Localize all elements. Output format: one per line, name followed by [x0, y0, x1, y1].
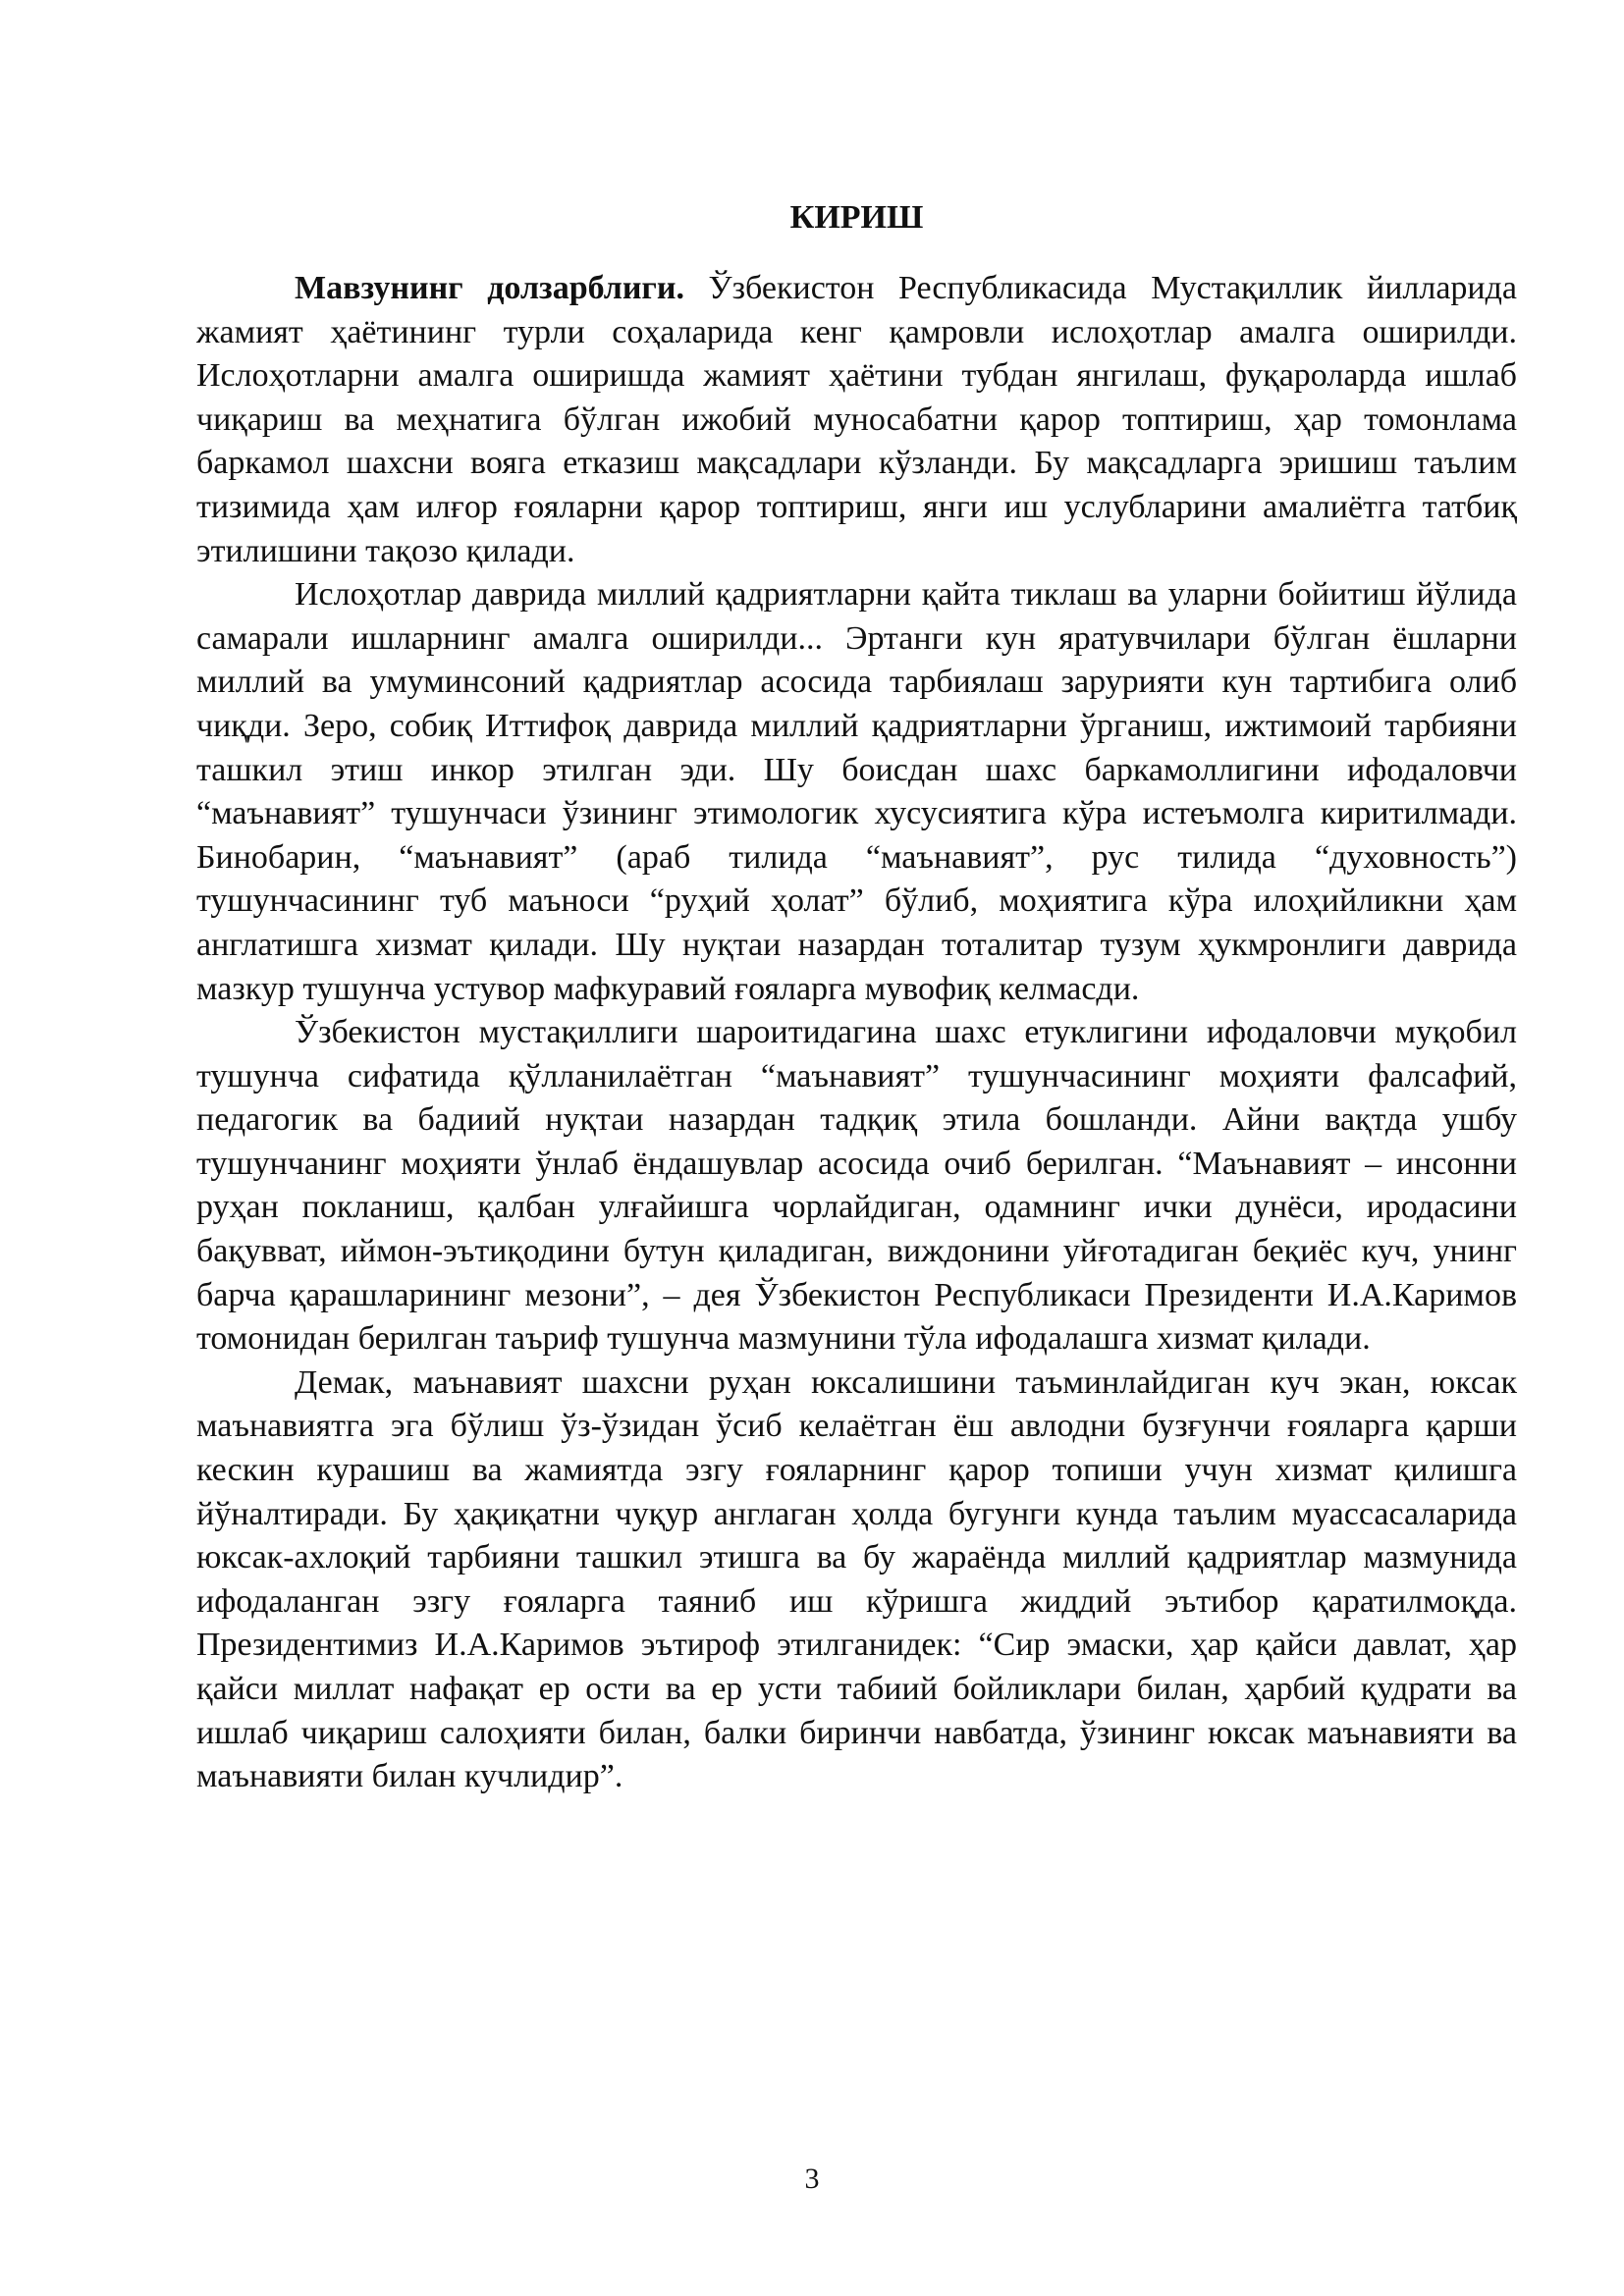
paragraph-reforms: Ислоҳотлар даврида миллий қадриятларни қайта тиклаш ва уларни бойитиш йўлида самарали ишларнинг амалга оширилди... Эртанги кун яратувчилари бўлган ёшларни миллий ва умуминсоний қадриятлар асосида тарбиялаш зарурияти кун тартибига олиб чиқди. Зеро, собиқ Иттифоқ даврида миллий қадриятларни ўрганиш, ижтимоий тарбияни ташкил этиш инкор этилган эди. Шу боисдан шахс баркамоллигини ифодаловчи “маънавият” тушунчаси ўзининг этимологик хусусиятига кўра истеъмолга киритилмади. Бинобарин, “маънавият” (араб тилида “маънавият”, рус тилида “духовность”) тушунчасининг туб маъноси “руҳий ҳолат” бўлиб, моҳиятига кўра илоҳийликни ҳам англатишга хизмат қилади. Шу нуқтаи назардан тоталитар тузум ҳукмронлиги даврида мазкур тушунча устувор мафкуравий ғояларга мувофиқ келмасди.	[196, 576, 1517, 1007]
paragraph-lead-heading: Мавзунинг долзарблиги.	[295, 270, 684, 306]
paragraph-conclusion: Демак, маънавият шахсни руҳан юксалишини таъминлайдиган куч экан, юксак маънавиятга эга бўлиш ўз-ўзидан ўсиб келаётган ёш авлодни бузғунчи ғояларга қарши кескин курашиш ва жамиятда эзгу ғояларнинг қарор топиши учун хизмат қилишга йўналтиради. Бу ҳақиқатни чуқур англаган ҳолда бугунги кунда таълим муассасаларида юксак-ахлоқий тарбияни ташкил этишга ва бу жараёнда миллий қадриятлар мазмунида ифодаланган эзгу ғояларга таяниб иш кўришга жиддий эътибор қаратилмоқда. Президентимиз И.А.Каримов эътироф этилганидек: “Сир эмаски, ҳар қайси давлат, ҳар қайси миллат нафақат ер ости ва ер усти табиий бойликлари билан, ҳарбий қудрати ва ишлаб чиқариш салоҳияти билан, балки биринчи навбатда, ўзининг юксак маънавияти ва маънавияти билан кучлидир”.	[196, 1363, 1517, 1795]
paragraph-relevance	[196, 267, 1517, 573]
paragraph-independence: Ўзбекистон мустақиллиги шароитидагина шахс етуклигини ифодаловчи муқобил тушунча сифатида қўлланилаётган “маънавият” тушунчасининг моҳияти фалсафий, педагогик ва бадиий нуқтаи назардан тадқиқ этила бошланди. Айни вақтда ушбу тушунчанинг моҳияти ўнлаб ёндашувлар асосида очиб берилган. “Маънавият – инсонни руҳан покланиш, қалбан улғайишга чорлайдиган, одамнинг ички дунёси, иродасини бақувват, иймон-эътиқодини бутун қиладиган, виждонини уйғотадиган беқиёс куч, унинг барча қарашларининг мезони”, – дея Ўзбекистон Республикаси Президенти И.А.Каримов томонидан берилган таъриф тушунча мазмунини тўла ифодалашга хизмат қилади.	[196, 1014, 1517, 1358]
paragraph-text: Ўзбекистон Республикасида Мустақиллик йилларида жамият ҳаётининг турли соҳаларида кенг қамровли ислоҳотлар амалга оширилди. Ислоҳотларни амалга оширишда жамият ҳаётини тубдан янгилаш, фуқароларда ишлаб чиқариш ва меҳнатига бўлган ижобий муносабатни қарор топтириш, ҳар томонлама баркамол шахсни вояга етказиш мақсадлари кўзланди. Бу мақсадларга эришиш таълим тизимида ҳам илғор ғояларни қарор топтириш, янги иш услубларини амалиётга татбиқ этилишини тақозо қилади.	[196, 270, 1517, 569]
page-number: 3	[804, 2163, 820, 2195]
document-page	[196, 196, 1517, 1799]
page-title: КИРИШ	[789, 199, 924, 236]
